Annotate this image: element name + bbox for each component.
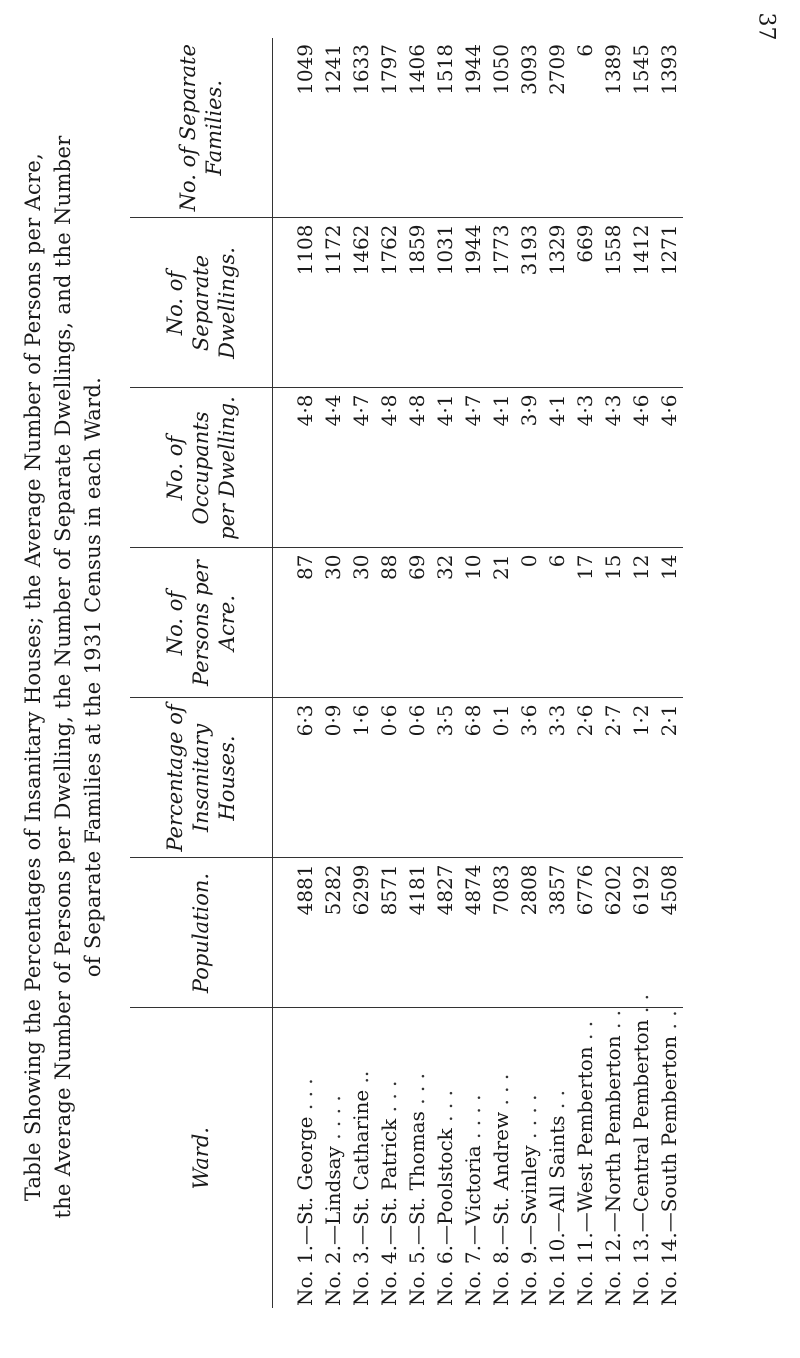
cell-insanitary-percentage: 2·6 bbox=[571, 698, 599, 858]
cell-separate-dwellings: 1108 bbox=[273, 218, 320, 388]
header-separate-dwellings: No. of Separate Dwellings. bbox=[130, 218, 273, 388]
cell-insanitary-percentage: 2·1 bbox=[655, 698, 683, 858]
ward-name: No. 1.—St. George bbox=[293, 1116, 317, 1306]
cell-separate-families: 2709 bbox=[543, 38, 571, 218]
header-insanitary-houses: Percentage of Insanitary Houses. bbox=[130, 698, 273, 858]
ward-name: No. 10.—All Saints bbox=[545, 1115, 569, 1306]
cell-persons-per-acre: 21 bbox=[487, 548, 515, 698]
cell-ward bbox=[459, 1008, 487, 1308]
cell-separate-families: 1545 bbox=[627, 38, 655, 218]
caption-line-2: the Average Number of Persons per Dwelling, the Number of Separate Dwellings, and the Number bbox=[51, 135, 75, 1219]
ward-name: No. 6.—Poolstock bbox=[433, 1128, 457, 1306]
ward-name: No. 5.—St. Thomas bbox=[405, 1111, 429, 1306]
cell-population: 5282 bbox=[319, 858, 347, 1008]
cell-ward bbox=[599, 1008, 627, 1308]
cell-separate-dwellings: 3193 bbox=[515, 218, 543, 388]
cell-occupants-per-dwelling: 4·1 bbox=[487, 388, 515, 548]
cell-separate-dwellings: 1944 bbox=[459, 218, 487, 388]
cell-insanitary-percentage: 6·8 bbox=[459, 698, 487, 858]
table-row bbox=[375, 38, 403, 1308]
cell-insanitary-percentage: 3·5 bbox=[431, 698, 459, 858]
ward-leader-dots: .. bbox=[349, 1070, 373, 1084]
cell-insanitary-percentage: 1·6 bbox=[347, 698, 375, 858]
table-row bbox=[319, 38, 347, 1308]
page-number: 37 bbox=[753, 12, 779, 41]
cell-occupants-per-dwelling: 4·1 bbox=[543, 388, 571, 548]
cell-separate-families: 1050 bbox=[487, 38, 515, 218]
cell-ward bbox=[431, 1008, 459, 1308]
table-row bbox=[515, 38, 543, 1308]
ward-name: No. 4.—St. Patrick bbox=[377, 1118, 401, 1306]
cell-separate-dwellings: 1462 bbox=[347, 218, 375, 388]
cell-separate-families: 1518 bbox=[431, 38, 459, 218]
header-persons-per-acre: No. of Persons per Acre. bbox=[130, 548, 273, 698]
cell-separate-families: 6 bbox=[571, 38, 599, 218]
cell-population: 2808 bbox=[515, 858, 543, 1008]
cell-occupants-per-dwelling: 4·8 bbox=[273, 388, 320, 548]
cell-insanitary-percentage: 1·2 bbox=[627, 698, 655, 858]
cell-insanitary-percentage: 0·6 bbox=[403, 698, 431, 858]
cell-occupants-per-dwelling: 4·3 bbox=[571, 388, 599, 548]
table-row bbox=[655, 38, 683, 1308]
cell-population: 6192 bbox=[627, 858, 655, 1008]
cell-ward bbox=[543, 1008, 571, 1308]
cell-occupants-per-dwelling: 4·8 bbox=[403, 388, 431, 548]
cell-separate-dwellings: 1773 bbox=[487, 218, 515, 388]
cell-population: 6776 bbox=[571, 858, 599, 1008]
cell-occupants-per-dwelling: 4·6 bbox=[655, 388, 683, 548]
header-separate-families: No. of Separate Families. bbox=[130, 38, 273, 218]
cell-population: 8571 bbox=[375, 858, 403, 1008]
ward-name: No. 3.—St. Catharine bbox=[349, 1089, 373, 1306]
cell-ward bbox=[655, 1008, 683, 1308]
header-row bbox=[130, 38, 273, 1308]
cell-ward bbox=[627, 994, 655, 1308]
cell-separate-dwellings: 1859 bbox=[403, 218, 431, 388]
cell-population: 6299 bbox=[347, 858, 375, 1008]
table-row bbox=[543, 38, 571, 1308]
ward-leader-dots: . . . bbox=[489, 1073, 513, 1106]
cell-occupants-per-dwelling: 4·7 bbox=[347, 388, 375, 548]
table-body bbox=[273, 38, 684, 1308]
cell-population: 4827 bbox=[431, 858, 459, 1008]
ward-statistics-table bbox=[130, 38, 683, 1308]
ward-leader-dots: . . bbox=[573, 1020, 597, 1040]
cell-occupants-per-dwelling: 4·6 bbox=[627, 388, 655, 548]
ward-name: No. 7.—Victoria bbox=[461, 1145, 485, 1306]
cell-persons-per-acre: 6 bbox=[543, 548, 571, 698]
cell-separate-families: 3093 bbox=[515, 38, 543, 218]
cell-separate-dwellings: 1762 bbox=[375, 218, 403, 388]
ward-name: No. 8.—St. Andrew bbox=[489, 1111, 513, 1306]
cell-separate-families: 1393 bbox=[655, 38, 683, 218]
cell-population: 3857 bbox=[543, 858, 571, 1008]
ward-name: No. 12.—North Pemberton bbox=[601, 1035, 625, 1306]
cell-population: 4881 bbox=[273, 858, 320, 1008]
cell-persons-per-acre: 15 bbox=[599, 548, 627, 698]
header-occupants-per-dwelling: No. of Occupants per Dwelling. bbox=[130, 388, 273, 548]
cell-separate-families: 1049 bbox=[273, 38, 320, 218]
ward-name: No. 11.—West Pemberton bbox=[573, 1046, 597, 1306]
header-population: Population. bbox=[130, 858, 273, 1008]
table-row bbox=[459, 38, 487, 1308]
ward-leader-dots: . . . . bbox=[517, 1094, 541, 1140]
ward-name: No. 9.—Swinley bbox=[517, 1145, 541, 1306]
cell-persons-per-acre: 32 bbox=[431, 548, 459, 698]
cell-ward bbox=[571, 1008, 599, 1308]
cell-ward bbox=[403, 1008, 431, 1308]
cell-persons-per-acre: 0 bbox=[515, 548, 543, 698]
table-row bbox=[403, 38, 431, 1308]
cell-separate-families: 1797 bbox=[375, 38, 403, 218]
table-row bbox=[627, 38, 655, 1308]
caption-line-3: of Separate Families at the 1931 Census in each Ward. bbox=[81, 376, 105, 978]
cell-insanitary-percentage: 0·1 bbox=[487, 698, 515, 858]
cell-persons-per-acre: 10 bbox=[459, 548, 487, 698]
cell-population: 4874 bbox=[459, 858, 487, 1008]
table-caption bbox=[18, 42, 108, 1312]
cell-insanitary-percentage: 0·9 bbox=[319, 698, 347, 858]
cell-ward bbox=[515, 1008, 543, 1308]
cell-persons-per-acre: 30 bbox=[319, 548, 347, 698]
cell-ward bbox=[347, 1008, 375, 1308]
cell-persons-per-acre: 14 bbox=[655, 548, 683, 698]
cell-ward bbox=[273, 1008, 320, 1308]
ward-leader-dots: . . bbox=[545, 1090, 569, 1110]
cell-occupants-per-dwelling: 4·1 bbox=[431, 388, 459, 548]
cell-persons-per-acre: 30 bbox=[347, 548, 375, 698]
cell-separate-dwellings: 1329 bbox=[543, 218, 571, 388]
cell-population: 7083 bbox=[487, 858, 515, 1008]
cell-persons-per-acre: 12 bbox=[627, 548, 655, 698]
cell-persons-per-acre: 17 bbox=[571, 548, 599, 698]
cell-separate-families: 1241 bbox=[319, 38, 347, 218]
cell-ward bbox=[319, 1008, 347, 1308]
cell-population: 4508 bbox=[655, 858, 683, 1008]
table-row bbox=[431, 38, 459, 1308]
ward-leader-dots: . . bbox=[657, 1010, 681, 1030]
ward-leader-dots: . . . bbox=[433, 1090, 457, 1122]
cell-separate-dwellings: 1271 bbox=[655, 218, 683, 388]
cell-separate-dwellings: 669 bbox=[571, 218, 599, 388]
cell-separate-families: 1944 bbox=[459, 38, 487, 218]
table-row bbox=[347, 38, 375, 1308]
table-row bbox=[571, 38, 599, 1308]
ward-leader-dots: . . . bbox=[293, 1078, 317, 1111]
ward-name: No. 13.—Central Pemberton bbox=[629, 1019, 653, 1306]
ward-leader-dots: . . bbox=[601, 1009, 625, 1030]
cell-separate-dwellings: 1031 bbox=[431, 218, 459, 388]
cell-separate-families: 1406 bbox=[403, 38, 431, 218]
cell-separate-dwellings: 1558 bbox=[599, 218, 627, 388]
cell-ward bbox=[375, 1008, 403, 1308]
cell-separate-dwellings: 1412 bbox=[627, 218, 655, 388]
cell-insanitary-percentage: 0·6 bbox=[375, 698, 403, 858]
cell-ward bbox=[487, 1008, 515, 1308]
ward-name: No. 14.—South Pemberton bbox=[657, 1035, 681, 1306]
ward-name: No. 2.—Lindsay bbox=[321, 1146, 345, 1306]
cell-occupants-per-dwelling: 4·3 bbox=[599, 388, 627, 548]
cell-persons-per-acre: 88 bbox=[375, 548, 403, 698]
table-row bbox=[599, 38, 627, 1308]
cell-occupants-per-dwelling: 4·8 bbox=[375, 388, 403, 548]
cell-separate-dwellings: 1172 bbox=[319, 218, 347, 388]
cell-persons-per-acre: 69 bbox=[403, 548, 431, 698]
header-ward: Ward. bbox=[130, 1008, 273, 1308]
cell-population: 4181 bbox=[403, 858, 431, 1008]
cell-insanitary-percentage: 6·3 bbox=[273, 698, 320, 858]
cell-separate-families: 1633 bbox=[347, 38, 375, 218]
cell-occupants-per-dwelling: 4·4 bbox=[319, 388, 347, 548]
ward-leader-dots: . . . . bbox=[321, 1095, 345, 1140]
cell-persons-per-acre: 87 bbox=[273, 548, 320, 698]
cell-separate-families: 1389 bbox=[599, 38, 627, 218]
cell-insanitary-percentage: 3·3 bbox=[543, 698, 571, 858]
cell-insanitary-percentage: 3·6 bbox=[515, 698, 543, 858]
ward-leader-dots: . . . bbox=[377, 1080, 401, 1113]
cell-occupants-per-dwelling: 3·9 bbox=[515, 388, 543, 548]
table-row bbox=[487, 38, 515, 1308]
ward-leader-dots: . . bbox=[629, 994, 653, 1014]
caption-line-1: Table Showing the Percentages of Insanitary Houses; the Average Number of Persons per Acre, bbox=[21, 152, 45, 1202]
table-row bbox=[273, 38, 320, 1308]
cell-insanitary-percentage: 2·7 bbox=[599, 698, 627, 858]
ward-leader-dots: . . . bbox=[405, 1072, 429, 1105]
cell-occupants-per-dwelling: 4·7 bbox=[459, 388, 487, 548]
ward-leader-dots: . . . . bbox=[461, 1094, 485, 1139]
cell-population: 6202 bbox=[599, 858, 627, 1008]
